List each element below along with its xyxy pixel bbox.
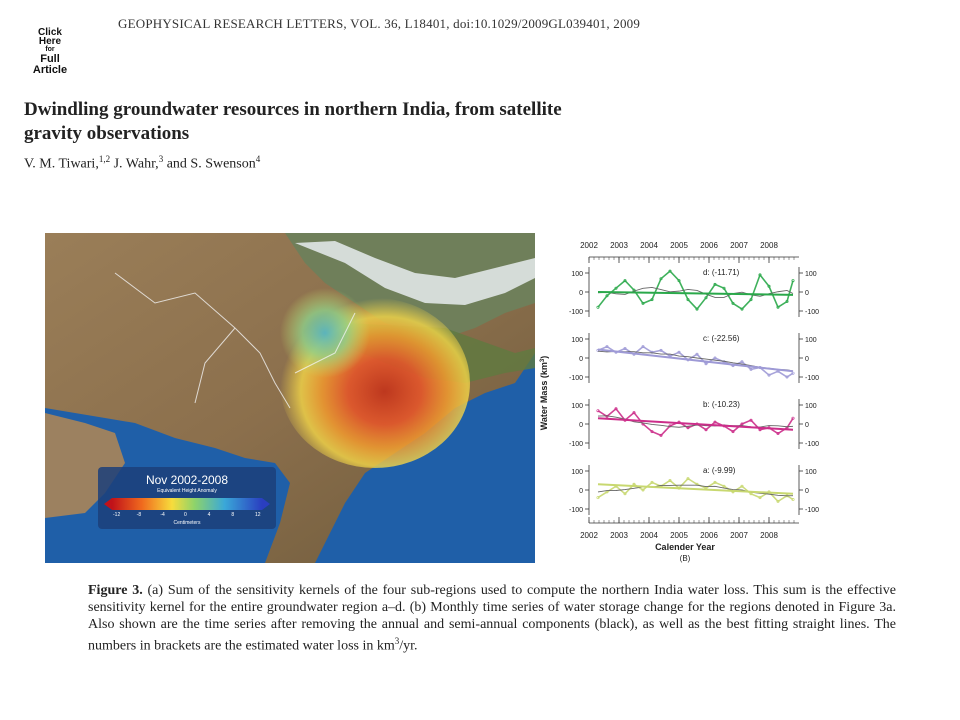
affiliation-sup: 4 bbox=[255, 154, 261, 164]
left-y-tick-label: 0 bbox=[579, 488, 583, 495]
series-line-1 bbox=[598, 347, 793, 377]
left-y-tick-label: 100 bbox=[571, 403, 583, 410]
badge-text-for: for bbox=[45, 46, 55, 53]
left-y-tick-label: 100 bbox=[571, 337, 583, 344]
figure-caption bbox=[88, 582, 896, 655]
right-y-tick-label: -100 bbox=[805, 441, 820, 448]
left-y-tick-label: 0 bbox=[579, 290, 583, 297]
time-series-chart bbox=[537, 233, 820, 563]
badge-text-click: Click bbox=[38, 27, 62, 38]
top-x-tick-label: 2008 bbox=[760, 241, 778, 250]
right-y-tick-label: -100 bbox=[805, 507, 820, 514]
trend-line-2 bbox=[598, 418, 793, 429]
caption-sup: 3 bbox=[394, 636, 400, 646]
legend-tick-label: -4 bbox=[160, 512, 165, 518]
bottom-x-tick-label: 2008 bbox=[760, 531, 778, 540]
anomaly-green-zone bbox=[280, 288, 370, 378]
right-y-tick-label: 0 bbox=[805, 422, 809, 429]
map-legend bbox=[98, 467, 276, 529]
legend-tick-label: 0 bbox=[184, 512, 187, 518]
badge-text-full: Full bbox=[40, 53, 60, 65]
y-axis-label: Water Mass $(km^3)$ bbox=[539, 355, 549, 431]
top-x-tick-label: 2005 bbox=[670, 241, 688, 250]
legend-tick-label: 8 bbox=[231, 512, 235, 518]
author-tiwari: V. M. Tiwari, bbox=[24, 156, 99, 172]
right-y-tick-label: 0 bbox=[805, 356, 809, 363]
right-y-tick-label: -100 bbox=[805, 309, 820, 316]
bottom-x-tick-label: 2003 bbox=[610, 531, 628, 540]
badge-text-here: Here bbox=[38, 36, 62, 47]
series-line-2 bbox=[598, 409, 793, 436]
legend-title: Nov 2002-2008 bbox=[145, 473, 229, 487]
trend-line-1 bbox=[598, 349, 793, 371]
series-label: b: (-10.23) bbox=[703, 400, 740, 409]
full-article-link-badge[interactable] bbox=[24, 28, 76, 76]
bottom-x-tick-label: 2007 bbox=[730, 531, 748, 540]
panel-label: (B) bbox=[679, 554, 691, 563]
left-y-tick-label: 0 bbox=[579, 422, 583, 429]
right-y-tick-label: 100 bbox=[805, 271, 817, 278]
legend-subtitle: Equivalent Height Anomaly bbox=[157, 488, 217, 494]
right-y-tick-label: 0 bbox=[805, 488, 809, 495]
bottom-x-tick-label: 2005 bbox=[670, 531, 688, 540]
journal-header: GEOPHYSICAL RESEARCH LETTERS, VOL. 36, L18401, doi:10.1029/2009GL039401, 2009 bbox=[118, 16, 641, 31]
left-y-tick-label: -100 bbox=[568, 375, 583, 382]
author-swenson: and S. Swenson bbox=[163, 156, 256, 172]
right-y-tick-label: 100 bbox=[805, 337, 817, 344]
left-y-tick-label: 0 bbox=[579, 356, 583, 363]
author-wahr: J. Wahr, bbox=[110, 156, 159, 172]
legend-unit: Centimeters bbox=[173, 520, 201, 526]
bottom-x-tick-label: 2006 bbox=[700, 531, 718, 540]
author-list bbox=[24, 154, 260, 173]
badge-text-article: Article bbox=[32, 64, 68, 76]
legend-tick-label: 12 bbox=[255, 512, 261, 518]
caption-text: (a) Sum of the sensitivity kernels of the four sub-regions used to compute the northern India water loss. This sum is the effective sensitivity kernel for the entire groundwater region a–d. (b) Monthly time series of water storage change for the regions denoted in Figure 3a. Also shown are the time series after removing the annual and semi-annual components (black), as well as the best fitting straight lines. The numbers in brackets are the estimated water loss in km bbox=[88, 583, 896, 654]
left-y-tick-label: 100 bbox=[571, 469, 583, 476]
legend-tick-label: -12 bbox=[113, 512, 121, 518]
bottom-x-tick-label: 2002 bbox=[580, 531, 598, 540]
left-y-tick-label: -100 bbox=[568, 309, 583, 316]
right-y-tick-label: 100 bbox=[805, 469, 817, 476]
affiliation-sup: 3 bbox=[158, 154, 164, 164]
right-y-tick-label: 100 bbox=[805, 403, 817, 410]
affiliation-sup: 1,2 bbox=[98, 154, 111, 164]
series-label: c: (-22.56) bbox=[703, 334, 740, 343]
top-x-tick-label: 2003 bbox=[610, 241, 628, 250]
right-y-tick-label: 0 bbox=[805, 290, 809, 297]
series-label: a: (-9.99) bbox=[703, 466, 736, 475]
top-x-tick-label: 2007 bbox=[730, 241, 748, 250]
caption-label: Figure 3. bbox=[88, 583, 143, 598]
bottom-x-tick-label: 2004 bbox=[640, 531, 658, 540]
top-x-tick-label: 2004 bbox=[640, 241, 658, 250]
x-axis-label: Calender Year bbox=[655, 542, 715, 552]
legend-tick-label: -8 bbox=[136, 512, 142, 518]
left-y-tick-label: -100 bbox=[568, 441, 583, 448]
legend-tick-label: 4 bbox=[207, 512, 211, 518]
caption-text-end: /yr. bbox=[399, 638, 418, 654]
trend-line-0 bbox=[598, 292, 793, 295]
left-y-tick-label: -100 bbox=[568, 507, 583, 514]
series-label: d: (-11.71) bbox=[703, 268, 740, 277]
left-y-tick-label: 100 bbox=[571, 271, 583, 278]
top-x-tick-label: 2002 bbox=[580, 241, 598, 250]
time-series-panel bbox=[537, 233, 820, 563]
right-y-tick-label: -100 bbox=[805, 375, 820, 382]
paper-title: Dwindling groundwater resources in northern India, from satellite gravity observations bbox=[24, 99, 562, 144]
top-x-tick-label: 2006 bbox=[700, 241, 718, 250]
